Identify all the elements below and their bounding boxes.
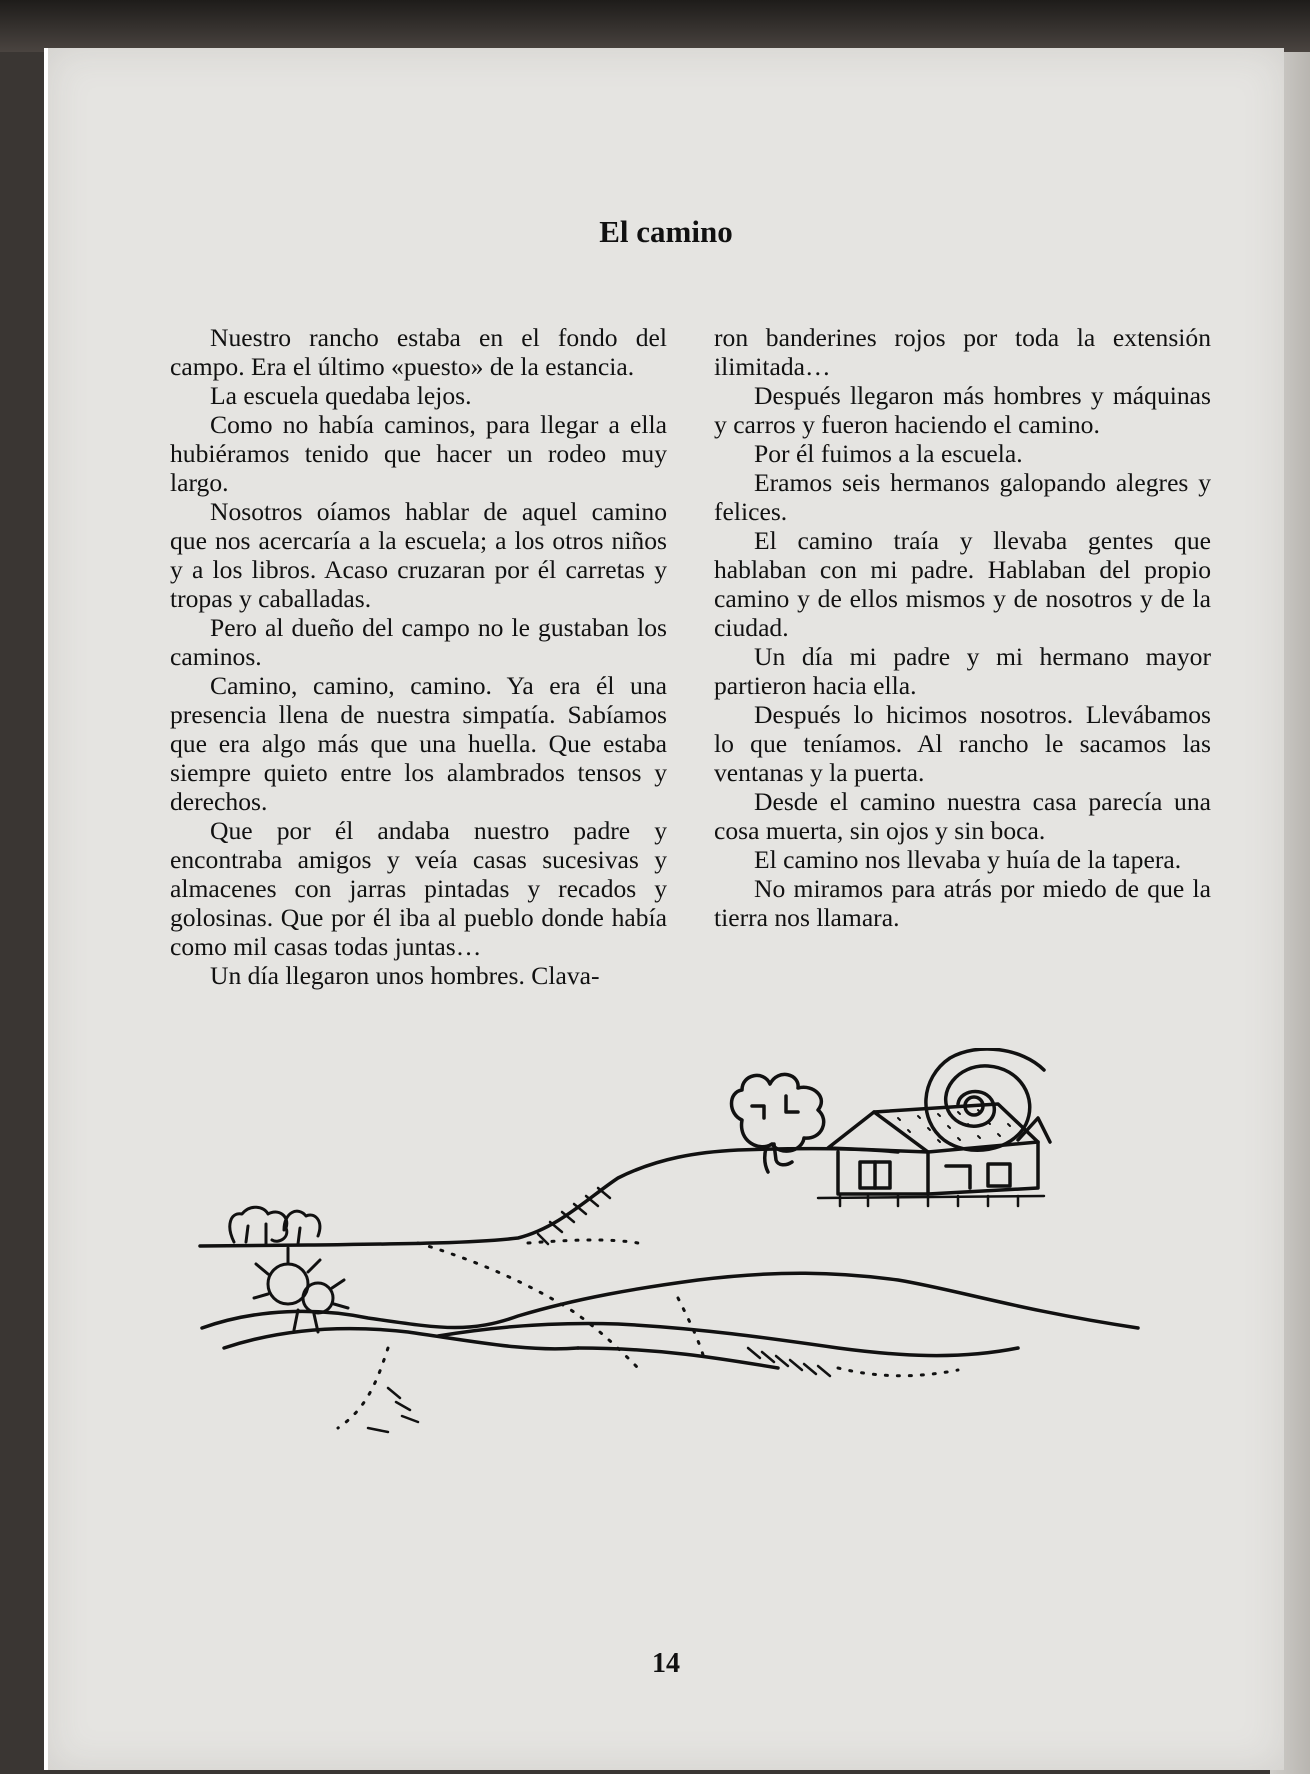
- paragraph: Por él fuimos a la escuela.: [754, 439, 1023, 468]
- paragraph: Nosotros oíamos hablar de aquel camino que nos acercaría a la escuela; a los otros niños y a los libros. Acaso cruzaran por él carretas y tropas y caballadas.: [170, 497, 667, 613]
- road-dots: [338, 1348, 388, 1428]
- small-trees-drawing: [230, 1207, 320, 1244]
- house-drawing: [818, 1104, 1050, 1206]
- page-number: 14: [652, 1648, 680, 1679]
- paragraph: Después llegaron más hombres y máquinas y carros y fueron haciendo el camino.: [714, 381, 1211, 439]
- page-title: El camino: [599, 214, 733, 249]
- paragraph: Nuestro rancho estaba en el fondo del campo. Era el último «puesto» de la estancia.: [170, 323, 667, 381]
- left-column: [170, 323, 667, 990]
- tree-drawing: [732, 1074, 824, 1172]
- paragraph: Pero al dueño del campo no le gustaban los caminos.: [170, 613, 667, 671]
- cactus-drawing: [254, 1248, 348, 1332]
- paragraph: Un día llegaron unos hombres. Clava-: [210, 961, 600, 990]
- sun-spiral-icon: [926, 1049, 1044, 1150]
- road-dots: [838, 1368, 958, 1376]
- right-column: [714, 323, 1211, 932]
- field-line: [578, 1348, 778, 1368]
- hill-line: [200, 1149, 898, 1246]
- paragraph: Camino, camino, camino. Ya era él una presencia llena de nuestra simpatía. Sabíamos que era algo más que una huella. Que estaba siempre quieto entre los alambrados tensos y derechos.: [170, 671, 667, 816]
- book-page: [44, 48, 1284, 1770]
- fence-drawing: [818, 1196, 1044, 1206]
- field-hatching: [368, 1348, 830, 1432]
- hill-hatching: [538, 1188, 610, 1244]
- paragraph: El camino traía y llevaba gentes que hablaban con mi padre. Hablaban del propio camino y de ellos mismos y de nosotros y de la ciudad.: [714, 526, 1211, 642]
- paragraph: Desde el camino nuestra casa parecía una cosa muerta, sin ojos y sin boca.: [714, 787, 1211, 845]
- field-line: [438, 1324, 1018, 1356]
- paragraph: Como no había caminos, para llegar a ella hubiéramos tenido que hacer un rodeo muy largo.: [170, 410, 667, 497]
- paragraph: Un día mi padre y mi hermano mayor partieron hacia ella.: [714, 642, 1211, 700]
- paragraph-continuation: ron banderines rojos por toda la extensión ilimitada…: [714, 323, 1211, 381]
- paragraph: El camino nos llevaba y huía de la tapera.: [754, 845, 1182, 874]
- paragraph: No miramos para atrás por miedo de que la tierra nos llamara.: [714, 874, 1211, 932]
- paragraph: Después lo hicimos nosotros. Llevábamos lo que teníamos. Al rancho le sacamos las ventanas y la puerta.: [714, 700, 1211, 787]
- paragraph: Que por él andaba nuestro padre y encontraba amigos y veía casas sucesivas y almacenes con jarras pintadas y recados y golosinas. Que por él iba al pueblo donde había como mil casas todas juntas…: [170, 816, 667, 961]
- scan-background-top: [0, 0, 1310, 52]
- landscape-illustration: [138, 1048, 1198, 1608]
- field-line: [224, 1329, 578, 1349]
- paragraph: Eramos seis hermanos galopando alegres y felices.: [714, 468, 1211, 526]
- paragraph: La escuela quedaba lejos.: [210, 381, 472, 410]
